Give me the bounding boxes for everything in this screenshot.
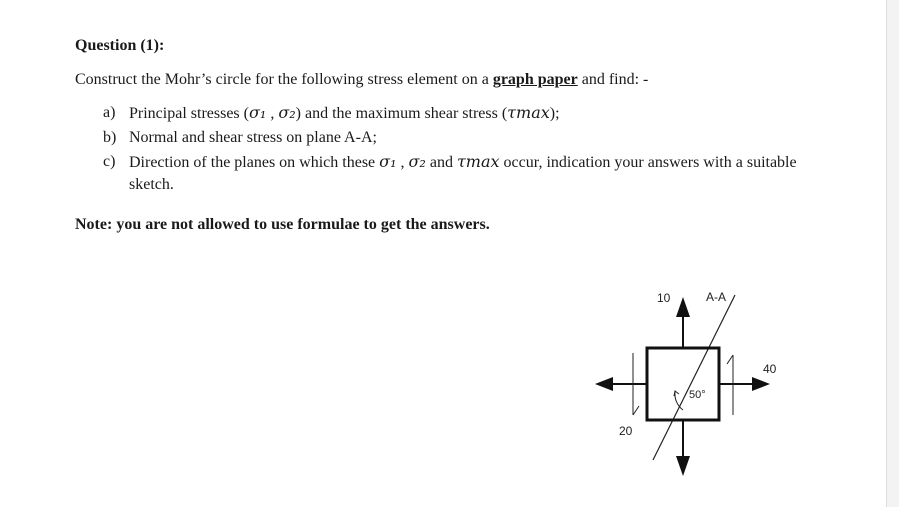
item-a-text <box>129 102 823 125</box>
item-b-marker: b) <box>103 129 117 146</box>
question-title: Question (1): <box>75 37 165 54</box>
intro-prefix: Construct the Mohr’s circle for the following stress element on a <box>75 71 493 88</box>
left-stress-arrowhead <box>595 377 613 391</box>
item-c-part: and <box>425 154 457 171</box>
scrollbar[interactable] <box>886 0 899 507</box>
item-c <box>103 151 823 196</box>
item-a-part: ) and the maximum shear stress ( <box>295 105 508 122</box>
plane-aa-label: A-A <box>706 290 727 304</box>
item-a-part: ); <box>549 105 560 122</box>
item-a-part: , <box>266 105 279 122</box>
top-stress-label: 10 <box>657 291 671 305</box>
item-a-part: Principal stresses ( <box>129 105 249 122</box>
top-stress-arrowhead <box>676 297 690 317</box>
right-stress-label: 40 <box>763 362 777 376</box>
left-stress-label: 20 <box>619 424 633 438</box>
item-c-marker: c) <box>103 153 116 170</box>
intro-emphasis: graph paper <box>492 71 578 88</box>
angle-label: 50° <box>689 389 706 401</box>
tau-max-symbol: τmax <box>456 152 500 171</box>
item-c-text <box>129 151 823 196</box>
item-a-marker: a) <box>103 104 116 121</box>
left-shear-head <box>633 406 639 415</box>
stress-element-sketch <box>575 275 805 500</box>
question-items <box>103 102 823 198</box>
question-intro <box>75 71 648 89</box>
tau-max-symbol: τmax <box>507 103 550 122</box>
sigma1-symbol: σ₁ <box>248 103 267 122</box>
sigma1-symbol: σ₁ <box>379 152 397 171</box>
bottom-stress-arrowhead <box>676 456 690 476</box>
item-b-text: Normal and shear stress on plane A-A; <box>129 129 377 146</box>
sigma2-symbol: σ₂ <box>278 103 296 122</box>
item-c-part: occur, indication your answers with a suitable sketch. <box>129 154 797 193</box>
note-text: Note: you are not allowed to use formulae to get the answers. <box>75 216 490 233</box>
item-a <box>103 102 823 125</box>
item-c-part: , <box>396 154 409 171</box>
stress-element-square <box>647 348 719 420</box>
intro-suffix: and find: - <box>577 71 649 88</box>
sigma2-symbol: σ₂ <box>408 152 426 171</box>
item-c-part: Direction of the planes on which these <box>129 154 380 171</box>
right-stress-arrowhead <box>752 377 770 391</box>
plane-aa-line <box>653 295 735 460</box>
item-b <box>103 127 823 149</box>
right-shear-head <box>727 355 733 364</box>
